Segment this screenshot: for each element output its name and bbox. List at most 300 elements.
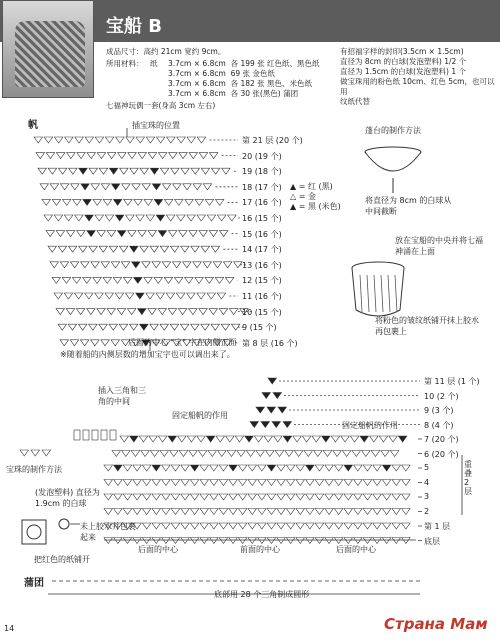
hull-triangle <box>344 523 353 529</box>
hull-triangle <box>171 538 180 544</box>
hull-triangle <box>286 480 295 486</box>
sail-triangle <box>167 137 176 143</box>
hull-triangle <box>296 465 305 471</box>
sail-triangle <box>48 168 57 174</box>
sail-triangle <box>197 293 206 299</box>
sail-triangle <box>207 293 216 299</box>
pearl-title: 宝珠的制作方法 <box>6 465 62 474</box>
hull-triangle <box>306 523 315 529</box>
sail-triangle <box>44 215 53 221</box>
hull-triangle <box>267 407 276 413</box>
hull-triangle <box>168 436 177 442</box>
sail-triangle <box>152 262 161 268</box>
hull-triangle <box>181 480 190 486</box>
sail-triangle <box>46 231 55 237</box>
hull-triangle <box>371 451 380 457</box>
platform-title: 蓬台的制作方法 <box>365 126 421 135</box>
hull-triangle <box>229 538 238 544</box>
hull-triangle <box>264 436 273 442</box>
hull-triangle <box>275 451 284 457</box>
hull-triangle <box>206 436 215 442</box>
hull-triangle <box>302 436 311 442</box>
hull-triangle <box>286 465 295 471</box>
sail-triangle <box>52 277 61 283</box>
hull-triangle <box>306 494 315 500</box>
sail-triangle <box>205 277 214 283</box>
spec-materials-label: 所用材料： <box>106 59 144 68</box>
hull-triangle <box>392 480 401 486</box>
hull-row-label: 2 <box>424 506 430 516</box>
sail-triangle <box>148 153 157 159</box>
hull-triangle <box>296 538 305 544</box>
hull-triangle <box>248 509 257 515</box>
hull-triangle <box>261 422 270 428</box>
sail-triangle <box>144 277 153 283</box>
hull-triangle <box>158 436 167 442</box>
sail-triangle <box>99 168 108 174</box>
sail-triangle <box>185 199 194 205</box>
sail-triangle <box>175 199 184 205</box>
sail-triangle <box>65 137 74 143</box>
hull-triangle <box>139 436 148 442</box>
hull-triangle <box>171 494 180 500</box>
hull-triangle <box>283 436 292 442</box>
sail-triangle <box>142 184 151 190</box>
hull-triangle <box>219 465 228 471</box>
hull-fix-note2: 固定船帆的作用 <box>342 421 398 430</box>
pearl-ball <box>27 525 41 539</box>
platform-bowl <box>365 152 421 171</box>
platform-step2: 放在宝船的中央并将七福神涌在上面 <box>395 236 483 256</box>
hull-triangle <box>104 509 113 515</box>
hull-triangle <box>267 480 276 486</box>
sail-triangle <box>156 137 165 143</box>
hull-triangle <box>360 436 369 442</box>
sail-triangle <box>217 293 226 299</box>
sail-triangle <box>152 184 161 190</box>
hull-triangle <box>277 538 286 544</box>
hull-triangle <box>142 480 151 486</box>
sail-triangle <box>117 309 126 315</box>
sail-triangle <box>107 153 116 159</box>
sail-triangle <box>179 231 188 237</box>
sail-triangle <box>52 199 61 205</box>
hull-triangle <box>162 494 171 500</box>
hull-triangle <box>325 509 334 515</box>
hull-triangle <box>181 523 190 529</box>
sail-triangle <box>62 277 70 283</box>
hull-triangle <box>277 480 286 486</box>
sail-row-label: 13 (16 个) <box>242 260 282 270</box>
spec-row: 3.7cm × 6.8cm 各 182 张 黑色、米色纸 <box>168 79 313 88</box>
sail-triangle <box>46 153 55 159</box>
sail-triangle <box>217 215 226 221</box>
hull-triangle <box>294 451 303 457</box>
hull-triangle <box>200 480 209 486</box>
hull-triangle <box>181 538 190 544</box>
sail-triangle <box>89 324 98 330</box>
hull-insert-piece <box>101 430 107 440</box>
hull-triangle <box>325 523 334 529</box>
sail-triangle <box>109 324 118 330</box>
sail-triangle <box>48 246 57 252</box>
sail-triangle <box>144 199 153 205</box>
hull-triangle <box>238 523 247 529</box>
hull-triangle <box>354 538 363 544</box>
sail-triangle <box>91 340 100 346</box>
sail-triangle <box>121 262 129 268</box>
hull-triangle <box>331 436 340 442</box>
hull-triangle <box>315 509 324 515</box>
hull-triangle <box>114 509 123 515</box>
hull-triangle <box>334 494 343 500</box>
sail-triangle <box>130 168 139 174</box>
hull-triangle <box>170 451 179 457</box>
sail-triangle <box>166 293 175 299</box>
hull-triangle <box>248 538 257 544</box>
sail-triangle <box>140 246 149 252</box>
hull-triangle <box>210 509 219 515</box>
hull-triangle <box>133 509 142 515</box>
spec-paper: 纸 <box>150 59 158 68</box>
hull-triangle <box>258 523 267 529</box>
spec-row: 3.7cm × 6.8cm 各 199 张 红色纸、黑色纸 <box>168 59 320 68</box>
sail-triangle <box>64 293 73 299</box>
hull-triangle <box>258 465 267 471</box>
hull-triangle <box>382 494 391 500</box>
hull-triangle <box>181 509 190 515</box>
hull-triangle <box>382 480 391 486</box>
sail-triangle <box>103 199 112 205</box>
sail-triangle <box>219 231 228 237</box>
hull-triangle <box>342 451 351 457</box>
sail-triangle <box>191 168 200 174</box>
sail-triangle <box>93 277 102 283</box>
sail-triangle <box>211 168 220 174</box>
sail-triangle <box>195 199 204 205</box>
hull-triangle <box>152 538 161 544</box>
sail-triangle <box>76 309 85 315</box>
hull-triangle <box>314 451 323 457</box>
hull-triangle <box>162 538 171 544</box>
hull-triangle <box>120 436 129 442</box>
hull-triangle <box>392 509 401 515</box>
sail-triangle <box>201 246 210 252</box>
sail-triangle <box>95 215 104 221</box>
sail-triangle <box>68 246 77 252</box>
sail-triangle <box>60 262 68 268</box>
sail-triangle <box>80 340 89 346</box>
hull-triangle <box>190 538 199 544</box>
sail-triangle <box>107 309 116 315</box>
hull-triangle <box>227 451 236 457</box>
sail-triangle <box>229 309 238 315</box>
hull-triangle <box>189 451 198 457</box>
hull-triangle <box>181 494 190 500</box>
sail-triangle <box>187 293 196 299</box>
sail-triangle <box>221 324 230 330</box>
sail-triangle <box>105 215 114 221</box>
hull-triangle <box>363 465 372 471</box>
sail-triangle <box>146 293 155 299</box>
sail-triangle <box>87 309 96 315</box>
sail-row-label: 15 (16 个) <box>242 229 282 239</box>
hull-triangle <box>123 480 132 486</box>
sail-triangle <box>107 231 116 237</box>
sail-row-label: 第 8 层 (16 个) <box>242 338 298 348</box>
hull-triangle <box>354 509 363 515</box>
sail-triangle <box>181 246 190 252</box>
hull-triangle <box>322 436 331 442</box>
sail-triangle <box>168 231 177 237</box>
sail-triangle <box>58 246 66 252</box>
sail-triangle <box>132 184 141 190</box>
sail-triangle <box>140 168 149 174</box>
sail-triangle <box>56 153 65 159</box>
hull-triangle <box>248 480 257 486</box>
hull-triangle <box>152 480 161 486</box>
sail-triangle <box>111 184 120 190</box>
hull-insert-piece <box>110 430 116 440</box>
sail-triangle <box>193 262 202 268</box>
hull-triangle <box>362 451 371 457</box>
sail-triangle <box>162 184 171 190</box>
sail-triangle <box>70 262 79 268</box>
hull-triangle <box>200 494 209 500</box>
page-title: 宝船 B <box>106 16 162 37</box>
sail-triangle <box>187 215 196 221</box>
legend-gold: △ = 金 <box>290 192 316 201</box>
sail-triangle <box>179 153 188 159</box>
sail-triangle <box>83 199 92 205</box>
hull-triangle <box>238 480 247 486</box>
sail-triangle <box>209 153 218 159</box>
hull-triangle <box>296 523 305 529</box>
sail-triangle <box>109 246 118 252</box>
sail-triangle <box>81 184 90 190</box>
sail-triangle <box>93 199 102 205</box>
sail-triangle <box>148 231 157 237</box>
hull-triangle <box>262 393 271 399</box>
sail-triangle <box>197 215 206 221</box>
sail-row-label: 16 (15 个) <box>242 214 282 223</box>
pearl-ball-small <box>59 519 69 529</box>
sail-row-label: 11 (16 个) <box>242 292 282 301</box>
spec-row: 3.7cm × 6.8cm 各 30 张(黑色) 蒲团 <box>168 89 299 98</box>
hull-triangle <box>210 480 219 486</box>
hull-triangle <box>334 465 343 471</box>
hull-triangle <box>152 465 161 471</box>
sail-triangle <box>74 293 83 299</box>
hull-triangle <box>392 465 401 471</box>
spec-right-line: 有招福字样的封印(3.5cm × 1.5cm) <box>340 47 464 56</box>
hull-triangle <box>266 451 275 457</box>
hull-triangle <box>256 407 265 413</box>
hull-triangle <box>344 465 353 471</box>
hull-triangle <box>373 523 382 529</box>
sail-triangle <box>40 184 49 190</box>
sail-triangle <box>77 153 86 159</box>
hull-triangle <box>200 465 209 471</box>
sail-triangle <box>129 324 138 330</box>
spec-right-line: 做宝珠用的粉色纸 10cm、红色 5cm，也可以用 <box>340 77 495 96</box>
sail-triangle <box>136 215 145 221</box>
hull-triangle <box>315 538 324 544</box>
hull-triangle <box>296 480 305 486</box>
sail-triangle <box>95 137 104 143</box>
sail-triangle <box>85 137 94 143</box>
hull-center-back-2: 后面的中心 <box>336 545 376 554</box>
sail-triangle <box>97 231 106 237</box>
sail-triangle <box>183 262 192 268</box>
spec-right-line: 直径为 1.5cm 的白球(发泡塑料) 1 个 <box>340 67 467 76</box>
hull-triangle <box>273 393 282 399</box>
hull-triangle <box>334 509 343 515</box>
sail-triangle <box>126 215 135 221</box>
hull-triangle <box>277 465 286 471</box>
sail-triangle <box>215 199 224 205</box>
sail-row-label: 10 (15 个) <box>242 307 282 317</box>
hull-insert-piece <box>74 430 80 440</box>
sail-triangle <box>228 215 237 221</box>
hull-triangle <box>341 436 350 442</box>
sail-triangle <box>71 184 80 190</box>
hull-triangle <box>306 509 315 515</box>
sail-triangle <box>122 184 131 190</box>
hull-triangle <box>219 480 228 486</box>
sail-triangle <box>138 309 147 315</box>
sail-triangle <box>150 246 159 252</box>
hull-triangle <box>190 523 199 529</box>
sail-triangle <box>75 137 84 143</box>
sail-triangle <box>54 137 63 143</box>
hull-triangle <box>277 494 286 500</box>
sail-bottom-note: 后面的中心 "宝" 字在内侧正面 <box>128 338 237 347</box>
hull-triangle <box>296 509 305 515</box>
hull-triangle <box>130 436 139 442</box>
sail-triangle <box>105 293 114 299</box>
hull-triangle <box>133 480 142 486</box>
hull-triangle <box>363 480 372 486</box>
hull-triangle <box>285 451 294 457</box>
hull-triangle <box>334 538 343 544</box>
sail-triangle <box>180 324 189 330</box>
hull-triangle <box>219 509 228 515</box>
hull-triangle <box>344 494 353 500</box>
sail-triangle <box>185 277 194 283</box>
hull-triangle <box>267 509 276 515</box>
sail-triangle <box>199 231 208 237</box>
hull-triangle <box>390 451 399 457</box>
hull-row-label: 6 (20 个) <box>424 449 459 459</box>
sail-triangle <box>99 324 108 330</box>
sail-triangle <box>158 309 167 315</box>
hull-center-back-1: 后面的中心 <box>138 545 178 554</box>
sail-row-label: 第 21 层 (20 个) <box>242 136 303 145</box>
sail-triangle <box>170 246 179 252</box>
sail-triangle <box>111 340 120 346</box>
sail-triangle <box>124 199 133 205</box>
hull-insert-piece <box>83 430 89 440</box>
sail-triangle <box>117 231 126 237</box>
hull-triangle <box>402 465 411 471</box>
hull-triangle <box>171 465 180 471</box>
hull-triangle <box>268 378 277 384</box>
hull-triangle <box>363 494 372 500</box>
hull-triangle <box>210 523 219 529</box>
sail-triangle <box>36 153 45 159</box>
sail-triangle <box>173 184 182 190</box>
sail-triangle <box>189 231 198 237</box>
sail-triangle <box>123 277 131 283</box>
hull-triangle <box>248 494 257 500</box>
hull-triangle <box>312 436 321 442</box>
sail-triangle <box>187 137 196 143</box>
hull-triangle <box>248 523 257 529</box>
hull-triangle <box>354 465 363 471</box>
sail-triangle <box>215 277 224 283</box>
sail-row-label: 18 (17 个) <box>242 182 282 192</box>
hull-triangle <box>277 523 286 529</box>
hull-triangle <box>381 451 390 457</box>
sail-row-label: 12 (15 个) <box>242 276 282 286</box>
sail-triangle <box>79 246 88 252</box>
hull-triangle <box>246 451 255 457</box>
sail-triangle <box>111 262 120 268</box>
hull-triangle <box>171 480 180 486</box>
hull-triangle <box>354 523 363 529</box>
sail-triangle <box>171 168 180 174</box>
sail-triangle <box>119 246 128 252</box>
sail-triangle <box>38 168 47 174</box>
hull-triangle <box>187 436 196 442</box>
sail-triangle <box>154 199 163 205</box>
sail-triangle <box>222 168 231 174</box>
sail-triangle <box>211 246 220 252</box>
hull-triangle <box>181 465 190 471</box>
hull-row-label: 3 <box>424 492 430 501</box>
sail-triangle <box>91 262 100 268</box>
sail-triangle <box>128 153 137 159</box>
sail-triangle <box>191 324 200 330</box>
hull-triangle <box>219 538 228 544</box>
hull-triangle <box>104 465 113 471</box>
hull-triangle <box>363 523 372 529</box>
sail-row-label: 14 (17 个) <box>242 245 282 255</box>
spec-extra: 七福神玩偶一套(身高 3cm 左右) <box>106 101 216 110</box>
hull-triangle <box>402 538 411 544</box>
platform-step3: 将粉色的皱纹纸铺开抹上胶水再包裹上 <box>375 316 479 336</box>
sail-triangle <box>197 137 206 143</box>
hull-row-label: 底层 <box>424 536 440 546</box>
sail-triangle <box>164 199 173 205</box>
hull-row-label: 10 (2 个) <box>424 391 459 401</box>
hull-triangle <box>325 465 334 471</box>
sail-triangle <box>89 246 98 252</box>
hull-triangle <box>171 523 180 529</box>
hull-triangle <box>272 422 281 428</box>
hull-triangle <box>325 494 334 500</box>
sail-triangle <box>44 137 53 143</box>
sail-triangle <box>132 262 141 268</box>
hull-triangle <box>210 494 219 500</box>
hull-triangle <box>210 465 219 471</box>
hull-triangle <box>123 509 132 515</box>
hull-triangle <box>104 480 113 486</box>
sail-triangle <box>113 199 122 205</box>
sail-triangle <box>116 137 125 143</box>
hull-triangle <box>229 494 238 500</box>
